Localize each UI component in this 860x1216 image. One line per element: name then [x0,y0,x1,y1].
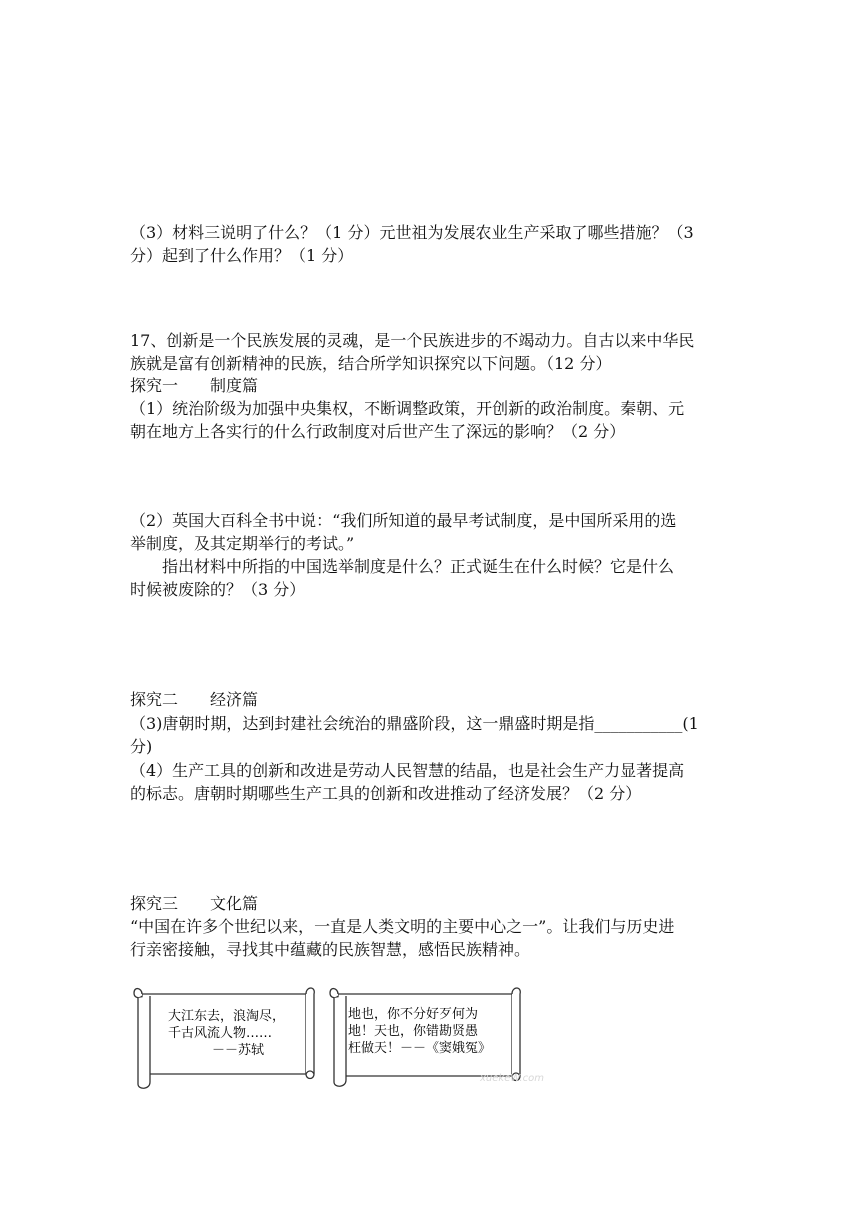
section-title-culture: 探究三 文化篇 [130,894,259,913]
q2-text-line3: 指出材料中所指的中国选举制度是什么？正式诞生在什么时候？它是什么 [162,557,675,576]
q2-text-line4: 时候被废除的？（3 分） [130,580,306,599]
q1-text-line2: 朝在地方上各实行的什么行政制度对后世产生了深远的影响？（2 分） [130,422,626,441]
q2-text-line1: （2）英国大百科全书中说：“我们所知道的最早考试制度，是中国所采用的选 [130,511,677,530]
watermark: xuekeW.com [480,1073,544,1084]
q1-text-line1: （1）统治阶级为加强中央集权，不断调整政策，开创新的政治制度。秦朝、元 [130,399,685,418]
culture-text-line1: “中国在许多个世纪以来，一直是人类文明的主要中心之一”。让我们与历史进 [130,917,675,936]
scroll-dou-e-line2: 地！天也，你错勘贤愚 [348,1024,479,1039]
scroll-su-shi-line3: －－苏轼 [212,1043,265,1058]
culture-text-line2: 行亲密接触，寻找其中蕴藏的民族智慧，感悟民族精神。 [130,940,531,959]
q4-text-line2: 的标志。唐朝时期哪些生产工具的创新和改进推动了经济发展？（2 分） [130,784,642,803]
q3-text-line1: （3）材料三说明了什么？（1 分）元世祖为发展农业生产采取了哪些措施？（3 [130,223,694,242]
scroll-su-shi [130,984,316,1092]
scroll-dou-e-line3: 枉做天！－－《窦娥冤》 [348,1041,492,1056]
scroll-su-shi-line2: 千古风流人物…… [168,1026,273,1041]
q3-tang-text-line1: （3)唐朝时期，达到封建社会统治的鼎盛阶段，这一鼎盛时期是指___________(1 [130,714,699,733]
q3-text-line2: 分）起到了什么作用？（1 分） [130,246,354,265]
scroll-su-shi-line1: 大江东去，浪淘尽， [168,1009,286,1024]
q4-text-line1: （4）生产工具的创新和改进是劳动人民智慧的结晶，也是社会生产力显著提高 [130,761,685,780]
section-title-institution: 探究一 制度篇 [130,376,259,395]
section-title-economy: 探究二 经济篇 [130,690,259,709]
q3-tang-text-line2: 分) [130,737,153,756]
q17-text-line1: 17、创新是一个民族发展的灵魂，是一个民族进步的不竭动力。自古以来中华民 [130,331,695,350]
scroll-dou-e-line1: 地也，你不分好歹何为 [348,1007,479,1022]
q17-text-line2: 族就是富有创新精神的民族，结合所学知识探究以下问题。（12 分） [130,354,612,373]
q2-text-line2: 举制度，及其定期举行的考试。” [130,534,355,553]
